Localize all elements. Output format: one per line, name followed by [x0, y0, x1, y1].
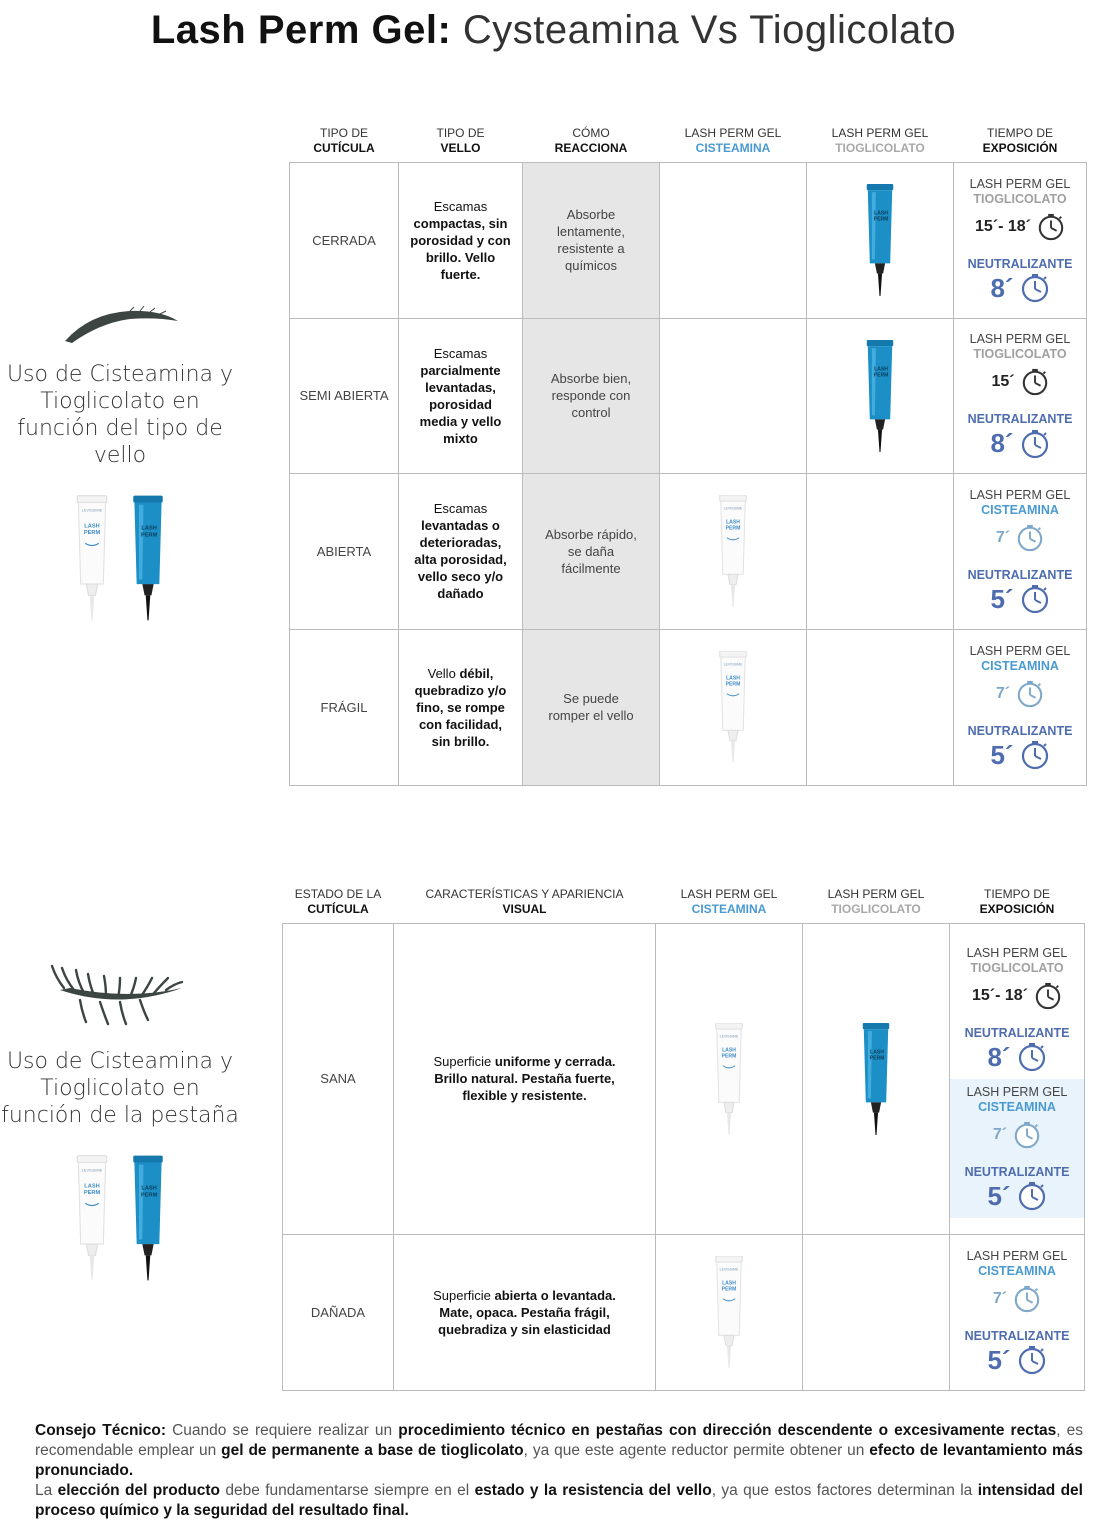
- table-row: [290, 473, 1087, 629]
- neutralizer-label: NEUTRALIZANTE: [967, 256, 1073, 271]
- exposure-cell: [954, 629, 1087, 785]
- cuticle-type: ABIERTA: [290, 473, 399, 629]
- hair-description: Escamas parcialmente levantadas, porosidad media y vello mixto: [399, 318, 523, 473]
- table-row: [290, 629, 1087, 785]
- clock-icon: [1037, 213, 1065, 241]
- hair-type-table: [289, 116, 1087, 786]
- reaction: Se puede romper el vello: [523, 629, 660, 785]
- neutralizer-label: NEUTRALIZANTE: [967, 567, 1073, 582]
- cuticle-type: SEMI ABIERTA: [290, 318, 399, 473]
- exposure-label: LASH PERM GEL CISTEAMINA: [966, 1248, 1068, 1278]
- neutralizer-label: NEUTRALIZANTE: [964, 1328, 1070, 1343]
- exposure-block: [950, 940, 1084, 1079]
- header-cisteamina: LASH PERM GEL CISTEAMINA: [680, 886, 778, 916]
- exposure-cell: [954, 318, 1087, 473]
- neutralizer-label: NEUTRALIZANTE: [964, 1164, 1070, 1179]
- exposure-cell: [950, 1234, 1085, 1390]
- header-characteristics: CARACTERÍSTICAS Y APARIENCIA VISUAL: [425, 886, 624, 916]
- lash-description: Superficie abierta o levantada. Mate, opaca. Pestaña frágil, quebradiza y sin elasticidad: [394, 1234, 656, 1390]
- side-panel-lash: [0, 960, 240, 1281]
- exposure-cell: [954, 473, 1087, 629]
- header-cuticle-type: TIPO DE CUTÍCULA: [313, 125, 375, 155]
- cuticle-type: CERRADA: [290, 162, 399, 318]
- tube-blue-icon: [864, 184, 896, 296]
- hair-description: Escamas compactas, sin porosidad y con brillo. Vello fuerte.: [399, 162, 523, 318]
- cisteamina-cell: [656, 923, 803, 1234]
- clock-icon: [1017, 1345, 1047, 1375]
- exposure-label: LASH PERM GEL CISTEAMINA: [969, 643, 1071, 673]
- exposure-cell: [954, 162, 1087, 318]
- neutralizer-time: 8´: [990, 272, 1014, 303]
- technical-tip: [35, 1421, 1083, 1521]
- header-cisteamina: LASH PERM GEL CISTEAMINA: [684, 125, 782, 155]
- neutralizer-time: 5´: [990, 583, 1014, 614]
- clock-icon: [1016, 680, 1044, 708]
- clock-icon: [1013, 1285, 1041, 1313]
- header-reaction: CÓMO REACCIONA: [554, 125, 628, 155]
- clock-icon: [1017, 1181, 1047, 1211]
- reaction: Absorbe rápido, se daña fácilmente: [523, 473, 660, 629]
- table-header: [290, 116, 1087, 162]
- clock-icon: [1013, 1121, 1041, 1149]
- tube-white-icon: [717, 495, 749, 607]
- clock-icon: [1016, 524, 1044, 552]
- exposure-block: [950, 1079, 1084, 1218]
- exposure-label: LASH PERM GEL TIOGLICOLATO: [969, 176, 1071, 206]
- reaction: Absorbe bien, responde con control: [523, 318, 660, 473]
- neutralizer-label: NEUTRALIZANTE: [964, 1025, 1070, 1040]
- neutralizer-time: 5´: [990, 739, 1014, 770]
- cisteamina-cell: [656, 1234, 803, 1390]
- lash-description: Superficie uniforme y cerrada. Brillo natural. Pestaña fuerte, flexible y resistente.: [394, 923, 656, 1234]
- cuticle-state: DAÑADA: [283, 1234, 394, 1390]
- tioglicolato-cell: [807, 162, 954, 318]
- exposure-label: LASH PERM GEL CISTEAMINA: [966, 1084, 1068, 1114]
- exposure-time: 15´- 18´: [971, 986, 1029, 1004]
- cisteamina-cell: [660, 318, 807, 473]
- exposure-time: 7´: [995, 684, 1011, 702]
- header-tioglicolato: LASH PERM GEL TIOGLICOLATO: [831, 125, 929, 155]
- exposure-time: 7´: [992, 1125, 1008, 1143]
- side-caption: Uso de Cisteamina y Tioglicolato en función del tipo de vello: [6, 362, 234, 468]
- exposure-label: LASH PERM GEL TIOGLICOLATO: [966, 945, 1068, 975]
- page-title: Lash Perm Gel: Cysteamina Vs Tioglicolato: [150, 8, 957, 52]
- tioglicolato-cell: [803, 923, 950, 1234]
- tip-paragraph: Consejo Técnico: Cuando se requiere realizar un procedimiento técnico en pestañas con dirección descendente o excesivamente rectas, es recomendable emplear un gel de permanente a base de tioglicolato, ya que este agente reductor permite obtener un efecto de levantamiento más pronunciado.: [35, 1422, 1084, 1479]
- table-row: [283, 923, 1085, 1234]
- clock-icon: [1020, 429, 1050, 459]
- tioglicolato-cell: [807, 473, 954, 629]
- neutralizer-time: 8´: [990, 428, 1014, 458]
- tube-white-icon: [75, 495, 109, 621]
- tube-blue-icon: [131, 1155, 165, 1281]
- eyebrow-icon: [60, 305, 180, 345]
- table-row: [290, 318, 1087, 473]
- tioglicolato-cell: [803, 1234, 950, 1390]
- header-tioglicolato: LASH PERM GEL TIOGLICOLATO: [827, 886, 925, 916]
- neutralizer-label: NEUTRALIZANTE: [967, 723, 1073, 738]
- tube-white-icon: [75, 1155, 109, 1281]
- exposure-label: LASH PERM GEL TIOGLICOLATO: [969, 332, 1071, 361]
- eyelash-icon: [50, 960, 190, 1030]
- clock-icon: [1020, 273, 1050, 303]
- tip-paragraph: La elección del producto debe fundamentarse siempre en el estado y la resistencia del vello, ya que estos factores determinan la intensidad del proceso químico y la seguridad del resultado final.: [35, 1482, 1083, 1519]
- neutralizer-time: 5´: [987, 1344, 1011, 1375]
- cisteamina-cell: [660, 473, 807, 629]
- exposure-time: 7´: [995, 528, 1011, 546]
- tube-blue-icon: [864, 340, 896, 452]
- tube-white-icon: [713, 1256, 745, 1368]
- table-row: [290, 162, 1087, 318]
- tube-white-icon: [713, 1023, 745, 1135]
- clock-icon: [1020, 584, 1050, 614]
- clock-icon: [1020, 740, 1050, 770]
- product-pair: [0, 495, 240, 621]
- neutralizer-label: NEUTRALIZANTE: [967, 412, 1073, 426]
- hair-description: Vello débil, quebradizo y/o fino, se rompe con facilidad, sin brillo.: [399, 629, 523, 785]
- neutralizer-time: 8´: [987, 1041, 1011, 1072]
- clock-icon: [1034, 982, 1062, 1010]
- clock-icon: [1017, 1042, 1047, 1072]
- neutralizer-time: 5´: [987, 1180, 1011, 1211]
- tube-white-icon: [717, 651, 749, 763]
- lash-state-table: [282, 877, 1085, 1391]
- cisteamina-cell: [660, 629, 807, 785]
- header-exposure: TIEMPO DE EXPOSICIÓN: [979, 886, 1055, 916]
- side-panel-hair: [0, 305, 240, 621]
- exposure-time: 7´: [992, 1289, 1008, 1307]
- exposure-time: 15´- 18´: [974, 217, 1032, 235]
- product-pair: [0, 1155, 240, 1281]
- exposure-time: 15´: [991, 373, 1015, 390]
- tube-blue-icon: [860, 1023, 892, 1135]
- tioglicolato-cell: [807, 318, 954, 473]
- exposure-cell: [950, 923, 1085, 1234]
- cisteamina-cell: [660, 162, 807, 318]
- table-header: [283, 877, 1085, 923]
- cuticle-state: SANA: [283, 923, 394, 1234]
- cuticle-type: FRÁGIL: [290, 629, 399, 785]
- header-hair-type: TIPO DE VELLO: [436, 125, 485, 155]
- tioglicolato-cell: [807, 629, 954, 785]
- hair-description: Escamas levantadas o deterioradas, alta porosidad, vello seco y/o dañado: [399, 473, 523, 629]
- tube-blue-icon: [131, 495, 165, 621]
- clock-icon: [1021, 368, 1049, 396]
- reaction: Absorbe lentamente, resistente a químicos: [523, 162, 660, 318]
- header-cuticle-state: ESTADO DE LA CUTÍCULA: [294, 886, 382, 916]
- table-row: [283, 1234, 1085, 1390]
- header-exposure: TIEMPO DE EXPOSICIÓN: [982, 125, 1058, 155]
- exposure-label: LASH PERM GEL CISTEAMINA: [969, 487, 1071, 517]
- side-caption: Uso de Cisteamina y Tioglicolato en función de la pestaña: [1, 1049, 239, 1128]
